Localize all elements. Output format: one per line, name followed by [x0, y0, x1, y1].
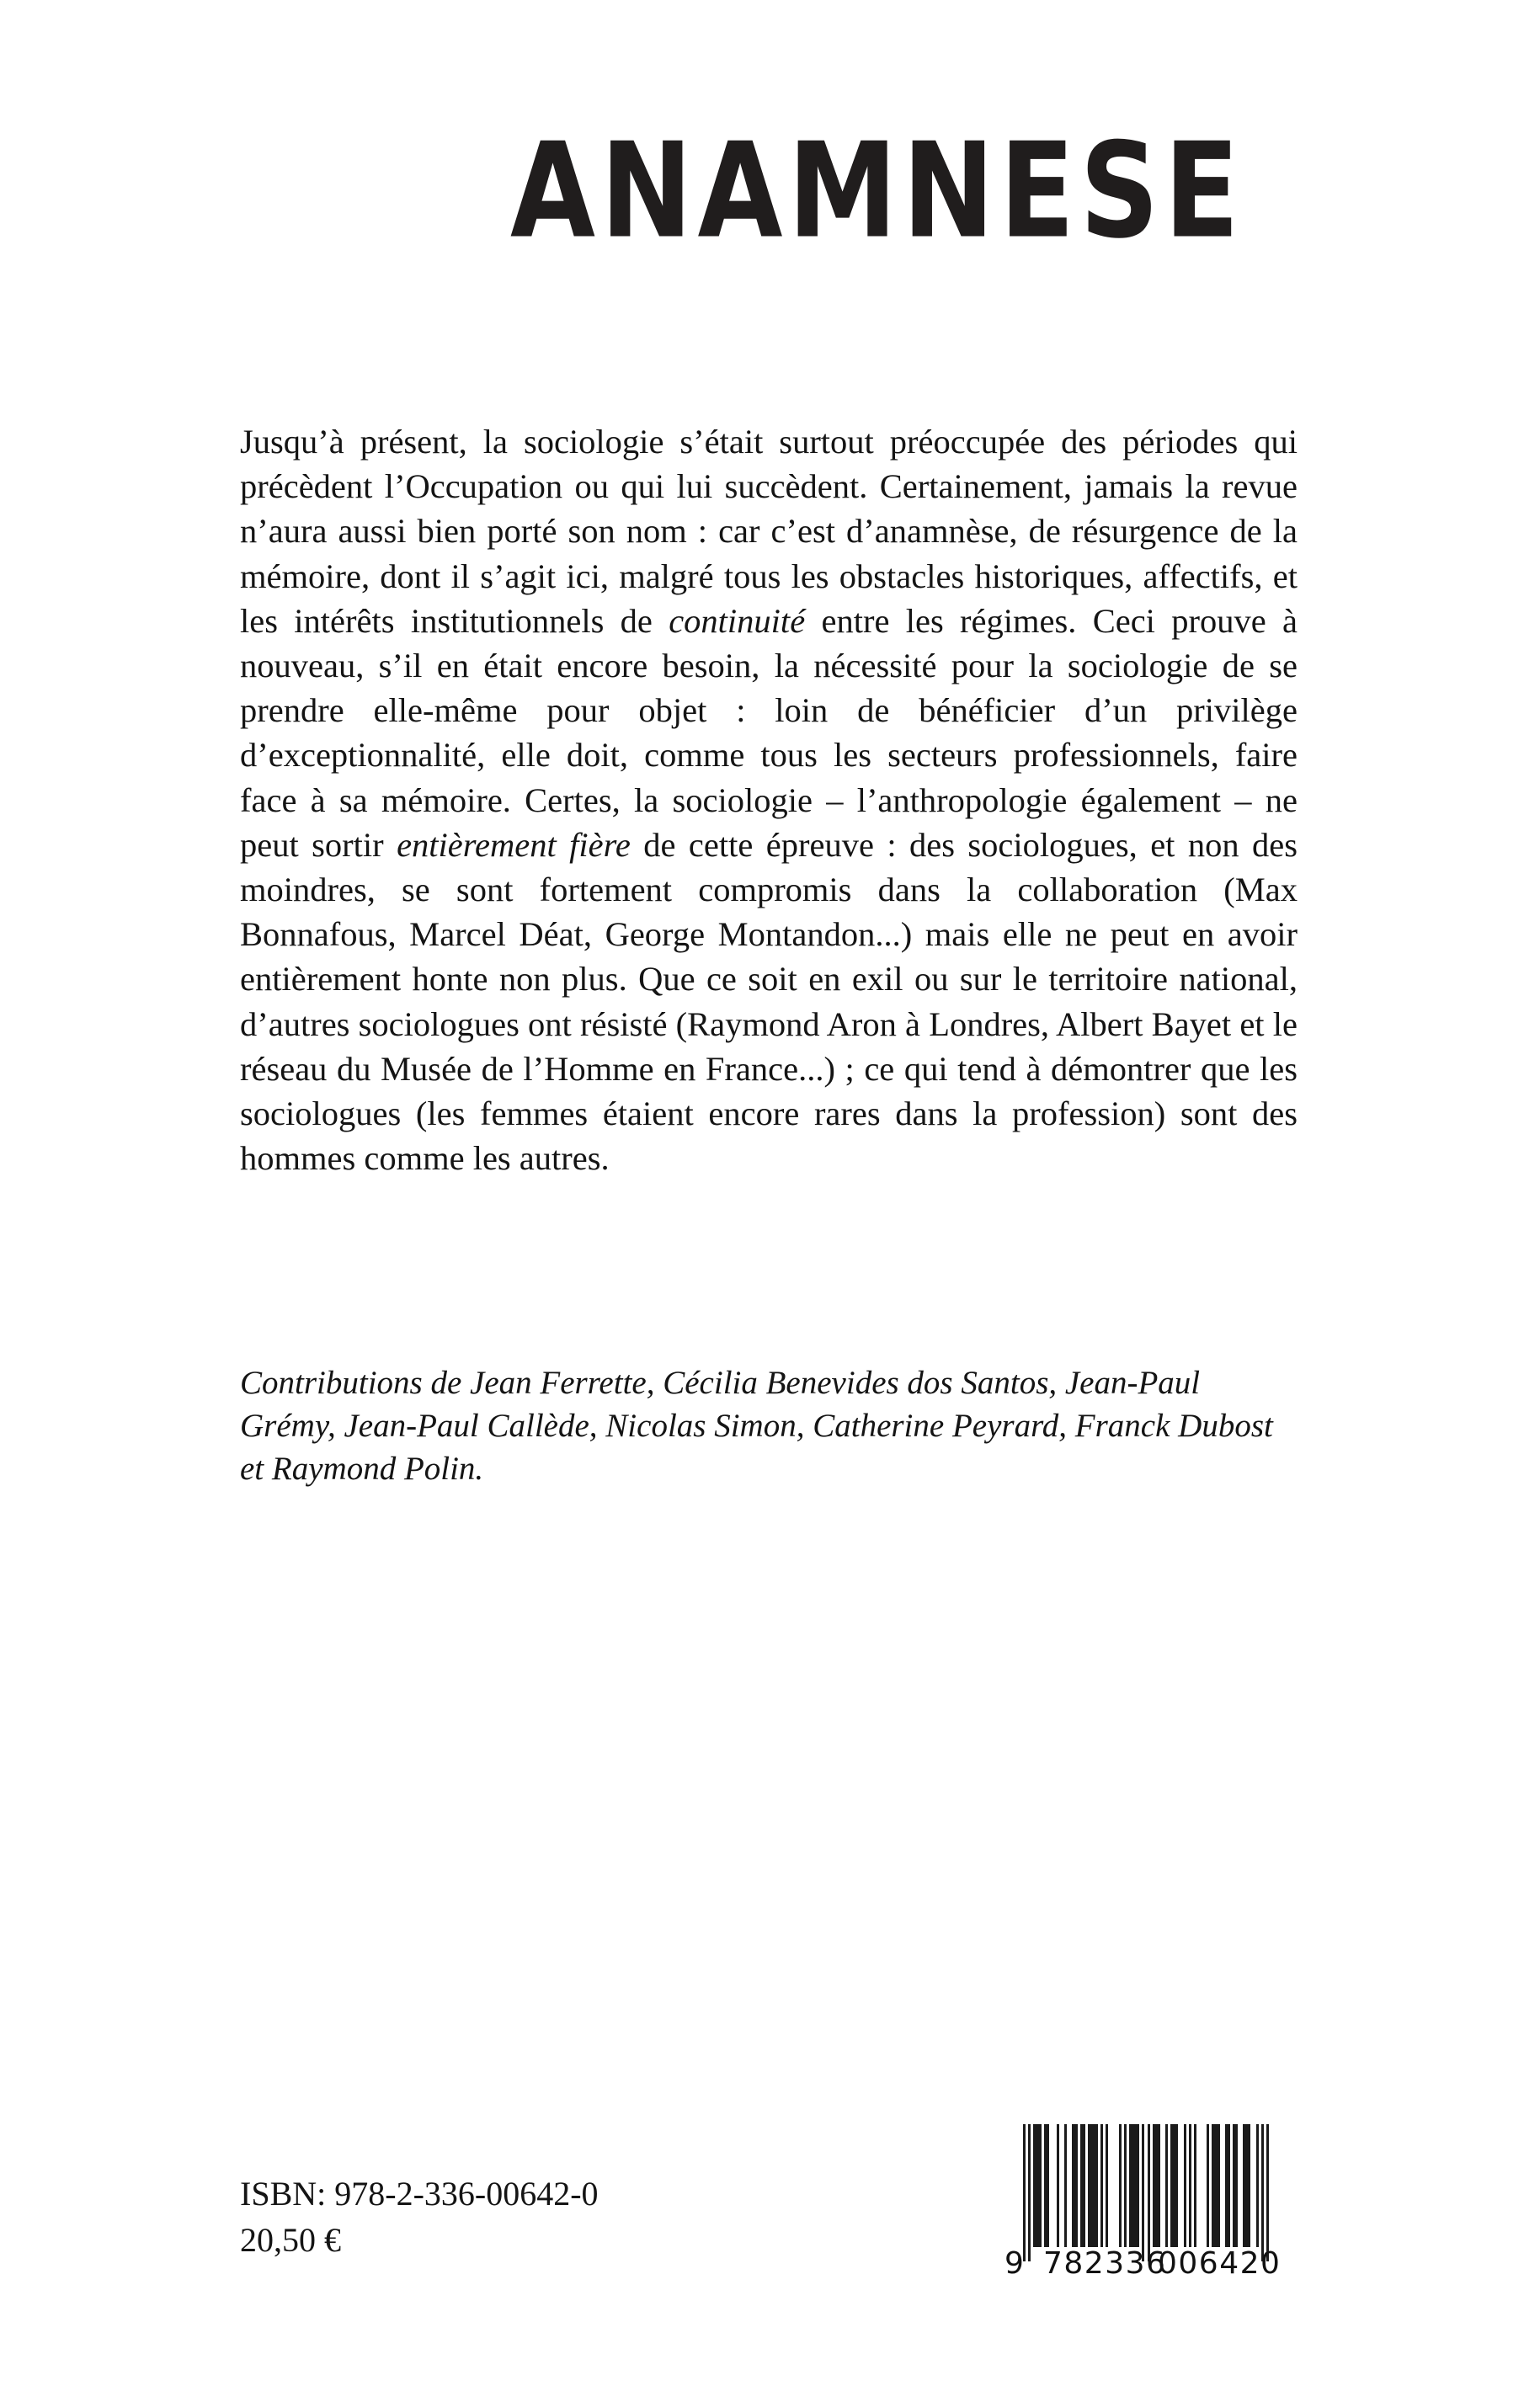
barcode-bar — [1207, 2124, 1209, 2247]
barcode-bar — [1080, 2124, 1085, 2247]
barcode-digit-group-right: 006420 — [1158, 2246, 1282, 2281]
barcode — [1004, 2124, 1282, 2281]
barcode-bar — [1243, 2124, 1250, 2247]
barcode-bar — [1233, 2124, 1238, 2247]
barcode-bar — [1261, 2124, 1264, 2261]
blurb-text-part-2: entre les régimes. Ceci prouve à nouveau, s’il en était encore besoin, la nécessité pour la sociologie de se prendre elle-même pour objet : loin de bénéficier d’un privilège d’exceptionnalité, elle doit, comme tous les secteurs professionnels, faire face à sa mémoire. Certes, la sociologie – l’anthropologie également – ne peut sortir — [240, 601, 1298, 864]
title-block — [0, 115, 1540, 269]
blurb-emphasis-continuite: continuité — [669, 601, 806, 640]
barcode-bar — [1119, 2124, 1122, 2247]
price-text: 20,50 € — [240, 2221, 341, 2259]
isbn-text: ISBN: 978-2-336-00642-0 — [240, 2175, 599, 2213]
barcode-bar — [1256, 2124, 1259, 2247]
blurb-text-part-3: de cette épreuve : des sociologues, et non des moindres, se sont fortement compromis dans la collaboration (Max Bonnafous, Marcel Déat, George Montandon...) mais elle ne peut en avoir entièrement honte non plus. Que ce soit en exil ou sur le territoire national, d’autres sociologues ont résisté (Raymond Aron à Londres, Albert Bayet et le réseau du Musée de l’Homme en France...) ; ce qui tend à démontrer que les sociologues (les femmes étaient encore rares dans la profession) sont des hommes comme les autres. — [240, 825, 1298, 1178]
barcode-bar — [1100, 2124, 1103, 2247]
barcode-bar — [1165, 2124, 1168, 2247]
barcode-digit-group-left: 9 — [1004, 2246, 1026, 2281]
blurb-paragraph — [240, 419, 1298, 1180]
barcode-bar — [1266, 2124, 1269, 2261]
barcode-bar — [1088, 2124, 1098, 2247]
barcode-bars — [1023, 2124, 1269, 2247]
contributors-paragraph: Contributions de Jean Ferrette, Cécilia Benevides dos Santos, Jean-Paul Grémy, Jean-Paul Callède, Nicolas Simon, Catherine Peyrard, Franck Dubost et Raymond Polin. — [240, 1365, 1273, 1487]
barcode-bar — [1028, 2124, 1031, 2261]
barcode-bar — [1189, 2124, 1191, 2247]
barcode-bar — [1225, 2124, 1230, 2247]
barcode-bar — [1057, 2124, 1059, 2247]
blurb-emphasis-entierement-fiere: entièrement fière — [397, 825, 631, 864]
barcode-bar — [1044, 2124, 1049, 2247]
barcode-bar — [1212, 2124, 1219, 2247]
barcode-bar — [1129, 2124, 1139, 2247]
barcode-bar — [1033, 2124, 1041, 2247]
barcode-bar — [1184, 2124, 1186, 2247]
barcode-bar — [1148, 2124, 1150, 2261]
colophon-block — [240, 2170, 599, 2263]
barcode-bar — [1072, 2124, 1077, 2247]
barcode-bar — [1142, 2124, 1144, 2261]
barcode-bar — [1124, 2124, 1127, 2247]
barcode-bar — [1064, 2124, 1067, 2247]
barcode-digits — [1004, 2246, 1282, 2281]
barcode-bar — [1170, 2124, 1178, 2247]
barcode-bar — [1023, 2124, 1026, 2261]
blurb-text-part-1: Jusqu’à présent, la sociologie s’était surtout préoccupée des périodes qui précèdent l’Occupation ou qui lui succèdent. Certainement, jamais la revue n’aura aussi bien porté son nom : car c’est d’anamnèse, de résurgence de la mémoire, dont il s’agit ici, malgré tous les obstacles historiques, affectifs, et les intérêts institutionnels de — [240, 423, 1298, 640]
barcode-digit-group-middle: 782336 — [1043, 2246, 1167, 2281]
barcode-bar — [1153, 2124, 1160, 2247]
barcode-bar — [1106, 2124, 1108, 2247]
page-title: ANAMNESE — [510, 115, 1244, 269]
barcode-bar — [1194, 2124, 1196, 2247]
